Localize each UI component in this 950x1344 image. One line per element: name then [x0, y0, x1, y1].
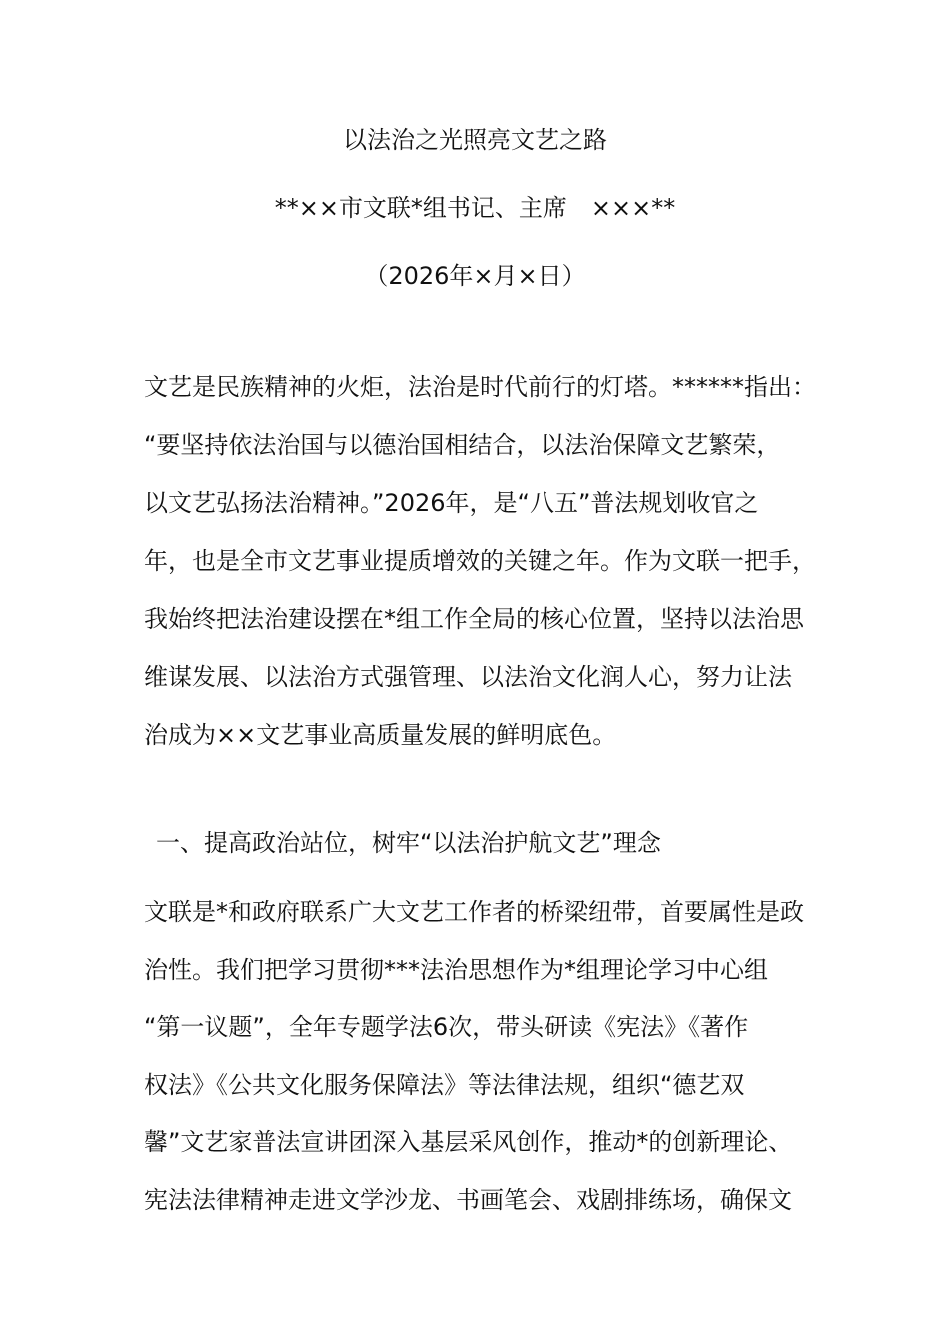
- intro-line: “要坚持依法治国与以德治国相结合，以法治保障文艺繁荣，: [144, 431, 781, 459]
- intro-line: 以文艺弘扬法治精神。”2026年，是“八五”普法规划收官之: [144, 489, 759, 517]
- author-byline: **××市文联*组书记、主席 ×××**: [274, 194, 676, 222]
- document-date: （2026年×月×日）: [364, 262, 586, 290]
- section-heading: 一、提高政治站位，树牢“以法治护航文艺”理念: [156, 829, 661, 857]
- section-line: 治性。我们把学习贯彻***法治思想作为*组理论学习中心组: [144, 956, 768, 984]
- intro-line: 年，也是全市文艺事业提质增效的关键之年。作为文联一把手，: [144, 547, 816, 575]
- section-line: “第一议题”，全年专题学法6次，带头研读《宪法》《著作: [144, 1013, 749, 1041]
- intro-line: 我始终把法治建设摆在*组工作全局的核心位置，坚持以法治思: [144, 605, 804, 633]
- section-line: 权法》《公共文化服务保障法》等法律法规，组织“德艺双: [144, 1071, 745, 1099]
- intro-line: 文艺是民族精神的火炬，法治是时代前行的灯塔。******指出：: [144, 373, 816, 401]
- intro-line: 维谋发展、以法治方式强管理、以法治文化润人心，努力让法: [144, 663, 792, 691]
- section-line: 宪法法律精神走进文学沙龙、书画笔会、戏剧排练场，确保文: [144, 1186, 792, 1214]
- section-line: 馨”文艺家普法宣讲团深入基层采风创作，推动*的创新理论、: [144, 1128, 793, 1156]
- document-title: 以法治之光照亮文艺之路: [343, 126, 607, 154]
- section-line: 文联是*和政府联系广大文艺工作者的桥梁纽带，首要属性是政: [144, 898, 804, 926]
- intro-line: 治成为××文艺事业高质量发展的鲜明底色。: [144, 721, 617, 749]
